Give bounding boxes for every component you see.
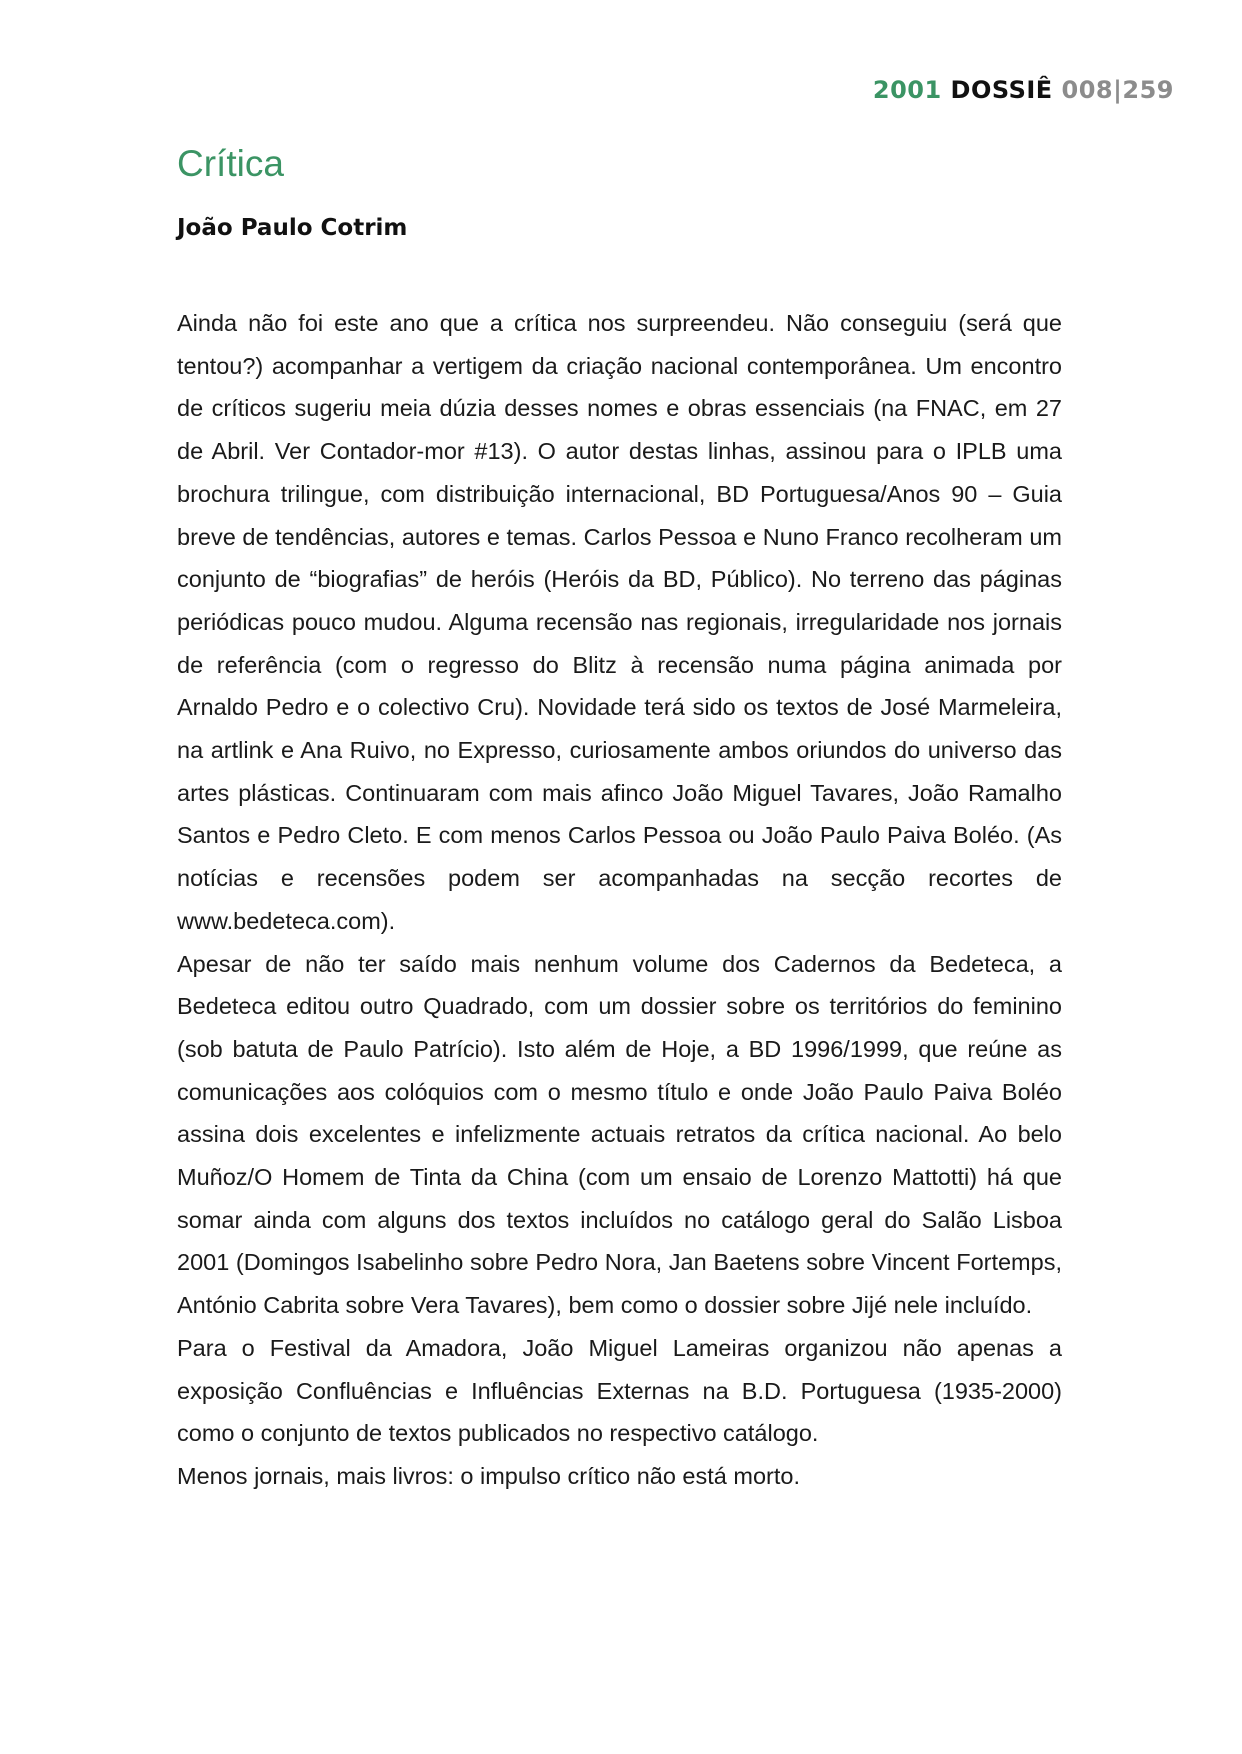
paragraph: Menos jornais, mais livros: o impulso crítico não está morto. xyxy=(177,1462,800,1489)
author-name: João Paulo Cotrim xyxy=(177,215,408,241)
header-title: DOSSIÊ xyxy=(950,76,1053,104)
paragraph: Apesar de não ter saído mais nenhum volume dos Cadernos da Bedeteca, a Bedeteca editou outro Quadrado, com um dossier sobre os territórios do feminino (sob batuta de Paulo Patrício). Isto além de Hoje, a BD 1996/1999, que reúne as comunicações aos colóquios com o mesmo título e onde João Paulo Paiva Boléo assina dois excelentes e infelizmente actuais retratos da crítica nacional. Ao belo Muñoz/O Homem de Tinta da China (com um ensaio de Lorenzo Mattotti) há que somar ainda com alguns dos textos incluídos no catálogo geral do Salão Lisboa 2001 (Domingos Isabelinho sobre Pedro Nora, Jan Baetens sobre Vincent Fortemps, António Cabrita sobre Vera Tavares), bem como o dossier sobre Jijé nele incluído. xyxy=(177,950,1062,1319)
page-header xyxy=(873,76,1174,104)
paragraph: Para o Festival da Amadora, João Miguel Lameiras organizou não apenas a exposição Confluências e Influências Externas na B.D. Portuguesa (1935-2000) como o conjunto de textos publicados no respectivo catálogo. xyxy=(177,1334,1062,1447)
header-page-number: 008|259 xyxy=(1061,76,1174,104)
section-title: Crítica xyxy=(177,143,284,184)
paragraph: Ainda não foi este ano que a crítica nos surpreendeu. Não conseguiu (será que tentou?) acompanhar a vertigem da criação nacional contemporânea. Um encontro de críticos sugeriu meia dúzia desses nomes e obras essenciais (na FNAC, em 27 de Abril. Ver Contador-mor #13). O autor destas linhas, assinou para o IPLB uma brochura trilingue, com distribuição internacional, BD Portuguesa/Anos 90 – Guia breve de tendências, autores e temas. Carlos Pessoa e Nuno Franco recolheram um conjunto de “biografias” de heróis (Heróis da BD, Público). No terreno das páginas periódicas pouco mudou. Alguma recensão nas regionais, irregularidade nos jornais de referência (com o regresso do Blitz à recensão numa página animada por Arnaldo Pedro e o colectivo Cru). Novidade terá sido os textos de José Marmeleira, na artlink e Ana Ruivo, no Expresso, curiosamente ambos oriundos do universo das artes plásticas. Continuaram com mais afinco João Miguel Tavares, João Ramalho Santos e Pedro Cleto. E com menos Carlos Pessoa ou João Paulo Paiva Boléo. (As notícias e recensões podem ser acompanhadas na secção recortes de www.bedeteca.com). xyxy=(177,310,1062,934)
header-year: 2001 xyxy=(872,76,942,104)
article-body xyxy=(177,302,1062,1498)
